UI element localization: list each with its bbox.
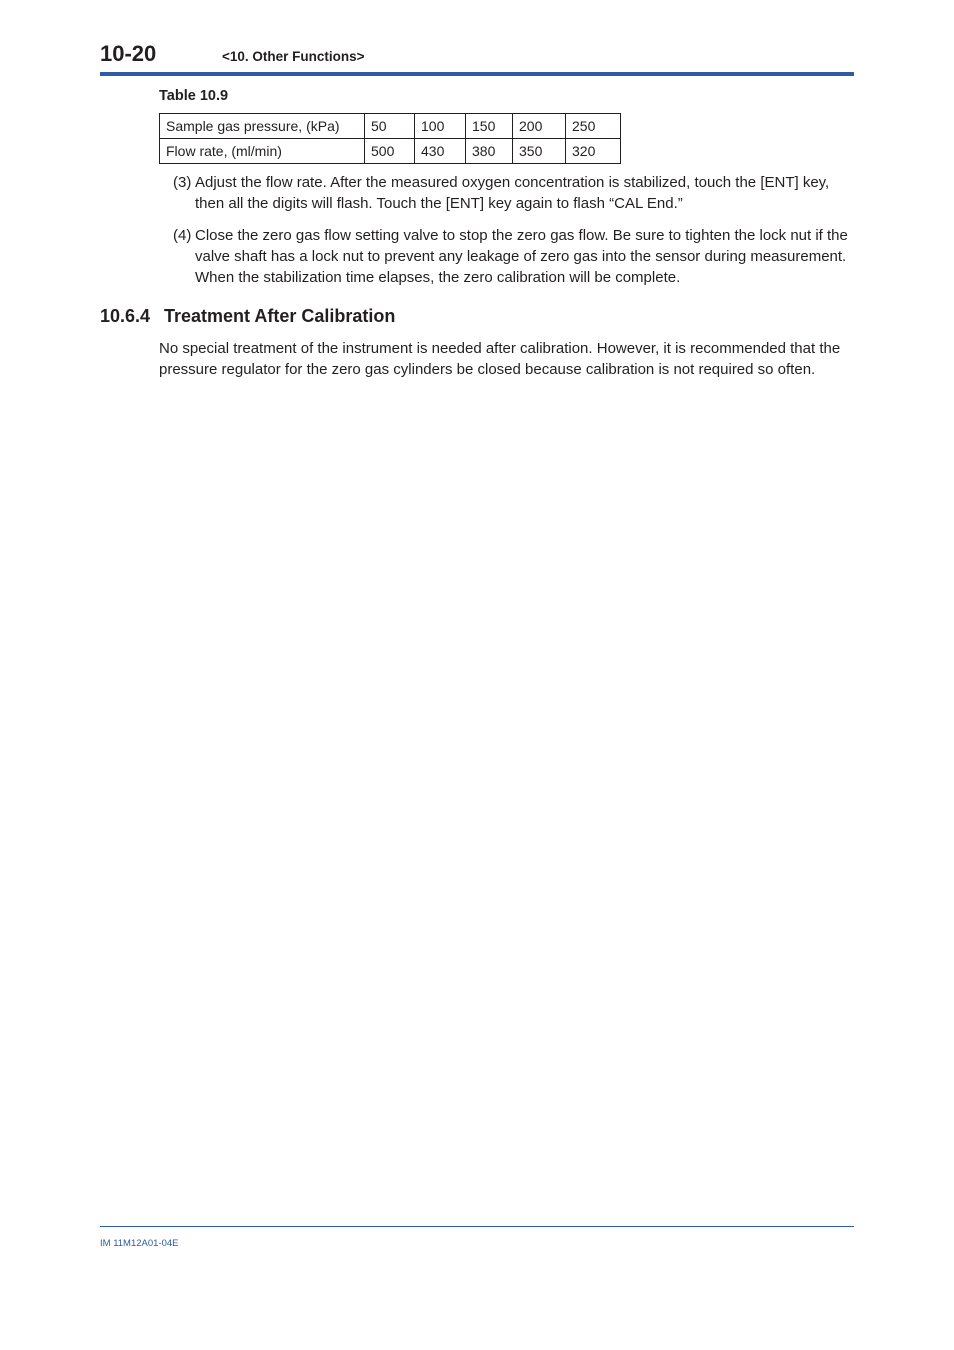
table-cell: 150 [466, 114, 513, 139]
section-body: No special treatment of the instrument is needed after calibration. However, it is recommended that the pressure regulator for the zero gas cylinders be closed because calibration is not required so often. [159, 340, 841, 378]
chapter-title: <10. Other Functions> [222, 49, 365, 64]
document-id: IM 11M12A01-04E [100, 1238, 179, 1249]
page-header [100, 38, 854, 76]
table-cell: 100 [415, 114, 466, 139]
page-number: 10-20 [100, 41, 157, 66]
table-cell: Sample gas pressure, (kPa) [160, 114, 365, 139]
section-number: 10.6.4 [100, 306, 151, 326]
table-row [160, 114, 621, 139]
step-number: (4) [173, 227, 192, 244]
table-cell: 200 [513, 114, 566, 139]
footer-rule [100, 1226, 854, 1227]
header-rule [100, 72, 854, 76]
pressure-flow-table [159, 113, 621, 164]
step-4 [173, 225, 853, 288]
section-heading [100, 306, 395, 327]
step-text: Close the zero gas flow setting valve to stop the zero gas flow. Be sure to tighten the lock nut if the valve shaft has a lock nut to prevent any leakage of zero gas into the sensor during measurement. When the stabilization time elapses, the zero calibration will be complete. [195, 227, 848, 286]
table-cell: 50 [365, 114, 415, 139]
table-cell: 500 [365, 139, 415, 164]
section-title: Treatment After Calibration [164, 306, 396, 326]
table-caption: Table 10.9 [159, 88, 229, 104]
table-cell: 380 [466, 139, 513, 164]
step-3 [173, 172, 853, 214]
table-cell: 250 [566, 114, 621, 139]
table-cell: 350 [513, 139, 566, 164]
table-cell: 430 [415, 139, 466, 164]
table-row [160, 139, 621, 164]
table-cell: Flow rate, (ml/min) [160, 139, 365, 164]
step-text: Adjust the flow rate. After the measured oxygen concentration is stabilized, touch the [ENT] key, then all the digits will flash. Touch the [ENT] key again to flash “CAL End.” [195, 174, 830, 212]
step-number: (3) [173, 174, 192, 191]
table-cell: 320 [566, 139, 621, 164]
